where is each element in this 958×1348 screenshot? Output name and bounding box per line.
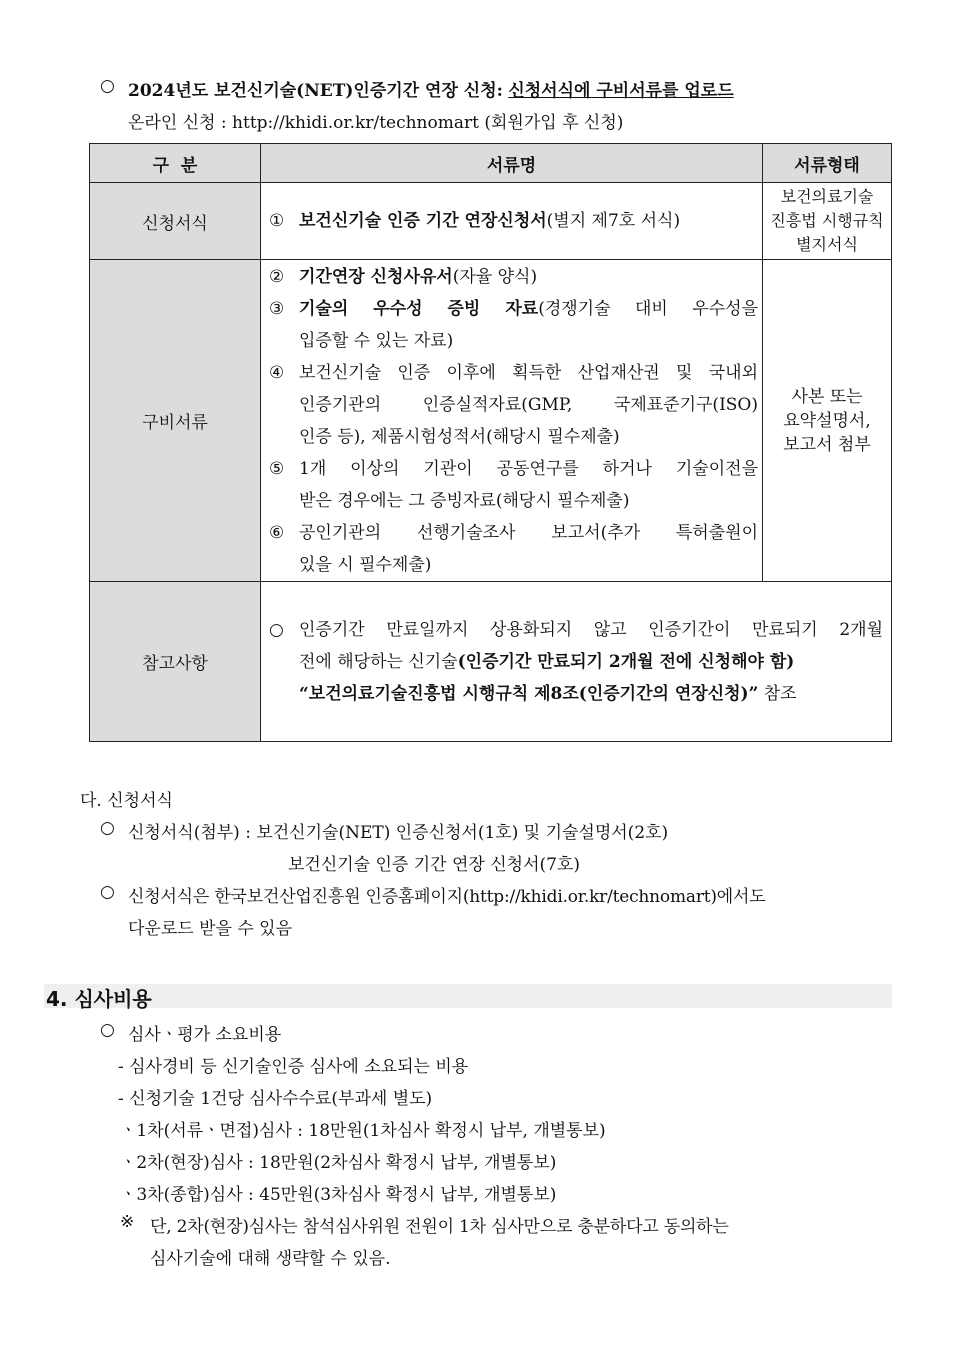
doc-cell — [261, 183, 763, 260]
list-item: ② 기간연장 신청사유서(자율 양식) — [269, 267, 538, 287]
header-doc-name: 서류명 — [261, 144, 763, 183]
table-header-row — [90, 144, 892, 183]
list-item: ③ 기술의 우수성 증빙 자료(경쟁기술 대비 우수성을 입증할 수 있는 자료) — [269, 299, 758, 351]
section-da-title: 다. 신청서식 — [80, 791, 173, 811]
fee-line-3: ㆍ3차(종합)심사 : 45만원(3차심사 확정시 납부, 개별통보) — [120, 1185, 557, 1205]
download-line-2: 다운로드 받을 수 있음 — [128, 919, 293, 939]
online-apply-line: 온라인 신청 : http://khidi.or.kr/technomart (회원가입 후 신청) — [128, 113, 624, 133]
top-title-upload: 신청서식에 구비서류를 업로드 — [508, 81, 734, 101]
note-line-2: 심사기술에 대해 생략할 수 있음. — [150, 1249, 391, 1269]
table-row — [90, 582, 892, 742]
dash-item-2: - 신청기술 1건당 심사수수료(부과세 별도) — [118, 1089, 433, 1109]
top-title-main: 2024년도 보건신기술(NET)인증기간 연장 신청: — [128, 81, 503, 101]
fee-subtitle: 심사ㆍ평가 소요비용 — [128, 1025, 282, 1045]
section-heading-bar — [44, 984, 892, 1008]
section-4-heading: 4. 심사비용 — [46, 987, 152, 1011]
fee-line-2: ㆍ2차(현장)심사 : 18만원(2차심사 확정시 납부, 개별통보) — [120, 1153, 557, 1173]
top-title — [128, 76, 734, 101]
forms-line-2: 보건신기술 인증 기간 연장 신청서(7호) — [288, 855, 581, 875]
bullet: ○ — [100, 1020, 115, 1040]
item-number: ① — [269, 211, 285, 231]
top-bullet: ○ — [100, 76, 115, 96]
table-row — [90, 260, 892, 582]
notes-cell: ○ 인증기간 만료일까지 상용화되지 않고 인증기간이 만료되기 2개월 전에 해당하는 신기술(인증기간 만료되기 2개월 전에 신청해야 함) “보건의료기술진흥법 시행규칙 제8조(인증기간의 연장신청)” 참조 — [261, 582, 892, 742]
doc-type-cell: 사본 또는 요약설명서, 보고서 첨부 — [763, 260, 892, 582]
category-notes: 참고사항 — [90, 582, 261, 742]
forms-line-1: 신청서식(첨부) : 보건신기술(NET) 인증신청서(1호) 및 기술설명서(2호) — [128, 823, 669, 843]
dash-item-1: - 심사경비 등 신기술인증 심사에 소요되는 비용 — [118, 1057, 469, 1077]
note-line-1: 단, 2차(현장)심사는 참석심사위원 전원이 1차 심사만으로 충분하다고 동의하는 — [150, 1217, 729, 1237]
doc-type-cell: 보건의료기술 진흥법 시행규칙 별지서식 — [763, 183, 892, 260]
header-doc-type: 서류형태 — [763, 144, 892, 183]
doc-cell — [261, 260, 763, 582]
bullet: ○ — [100, 882, 115, 902]
requirements-table — [89, 143, 892, 742]
download-line-1: 신청서식은 한국보건산업진흥원 인증홈페이지(http://khidi.or.kr/technomart)에서도 — [128, 887, 766, 907]
item-text: 보건신기술 인증 기간 연장신청서(별지 제7호 서식) — [299, 211, 681, 231]
category-supporting-docs: 구비서류 — [90, 260, 261, 582]
table-row — [90, 183, 892, 260]
list-item: ④ 보건신기술 인증 이후에 획득한 산업재산권 및 국내외 인증기관의 인증실적자료(GMP, 국제표준기구(ISO) 인증 등), 제품시험성적서(해당시 필수제출) — [269, 363, 758, 447]
header-category: 구 분 — [90, 144, 261, 183]
fee-line-1: ㆍ1차(서류ㆍ면접)심사 : 18만원(1차심사 확정시 납부, 개별통보) — [120, 1121, 606, 1141]
note-mark: ※ — [120, 1212, 135, 1232]
list-item: ⑤ 1개 이상의 기관이 공동연구를 하거나 기술이전을 받은 경우에는 그 증빙자료(해당시 필수제출) — [269, 459, 758, 511]
bullet: ○ — [100, 818, 115, 838]
category-application-form: 신청서식 — [90, 183, 261, 260]
list-item: ⑥ 공인기관의 선행기술조사 보고서(추가 특허출원이 있을 시 필수제출) — [269, 523, 758, 575]
